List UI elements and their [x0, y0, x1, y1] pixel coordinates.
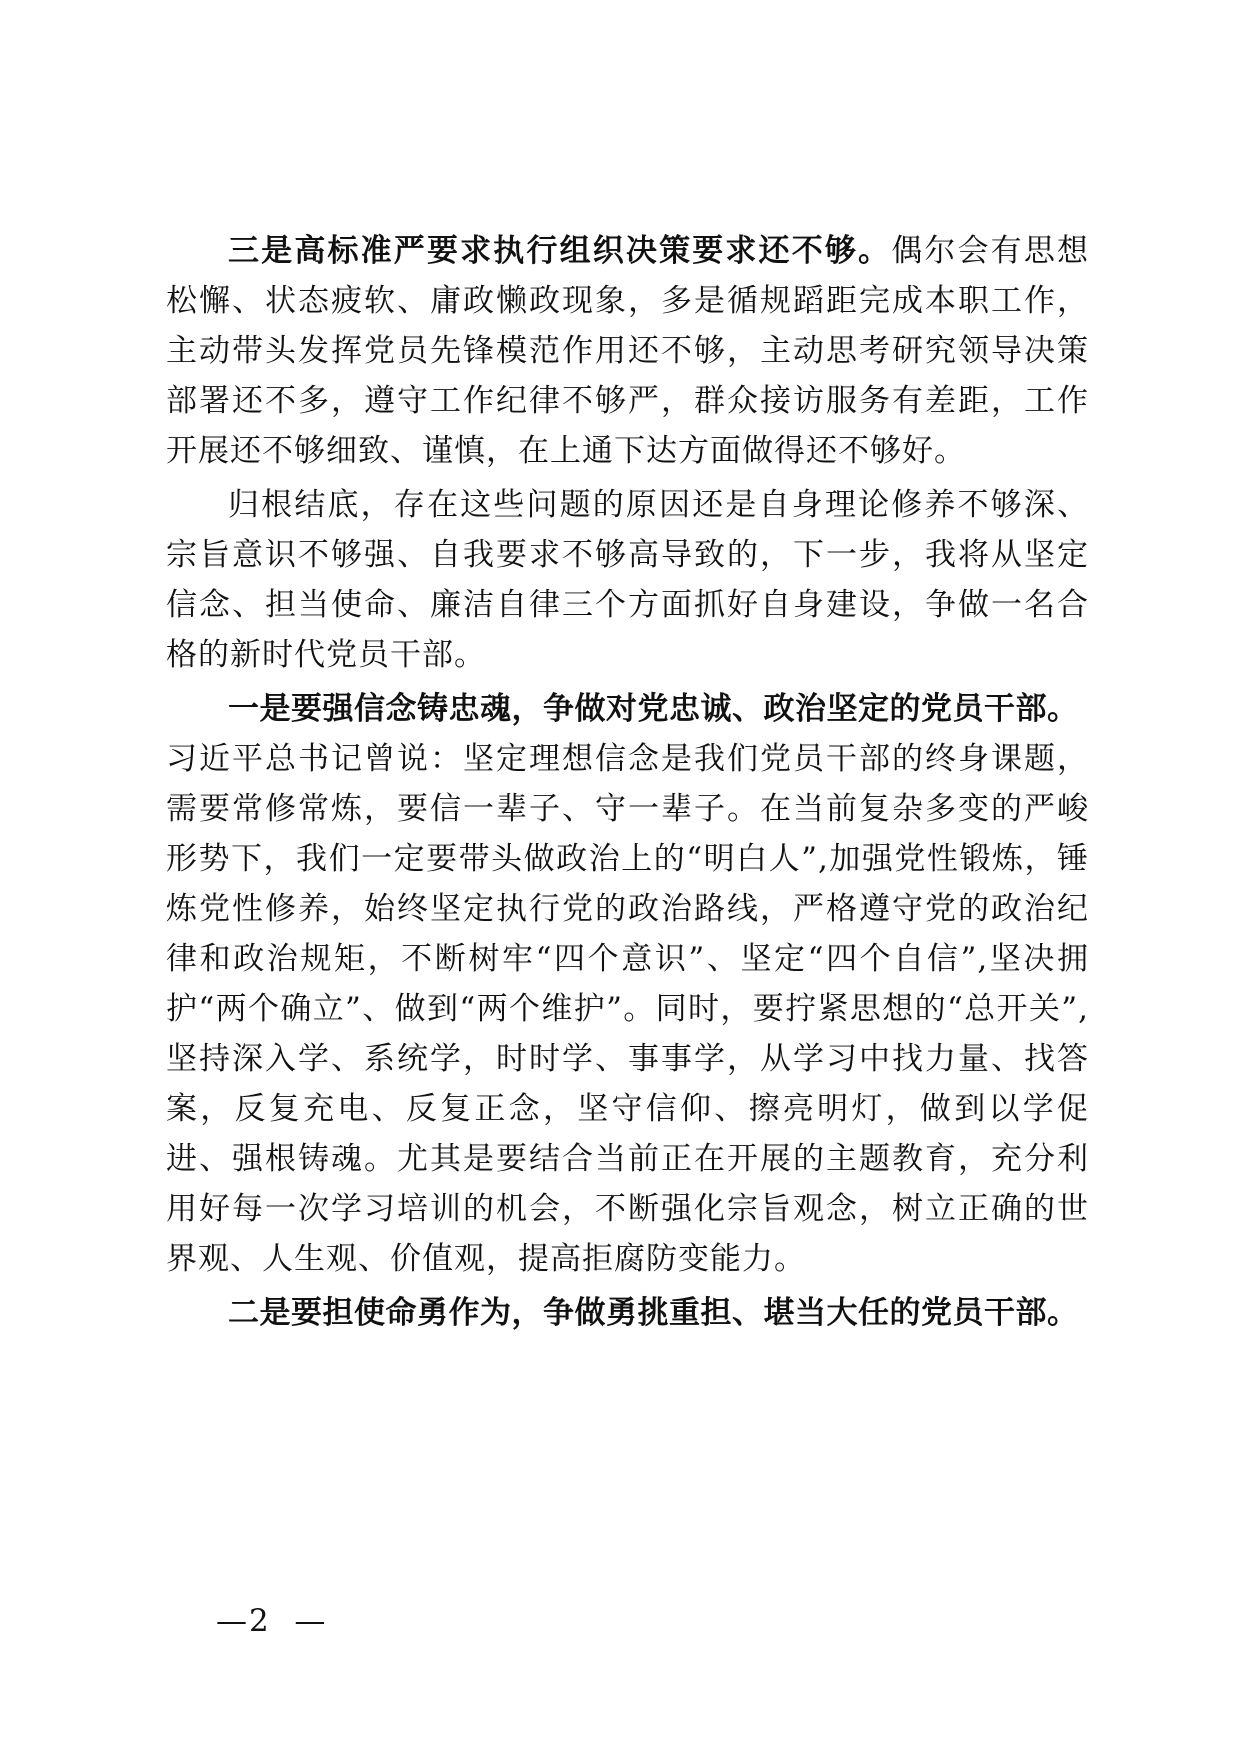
document-body [166, 226, 1089, 1338]
page-number: —2 — [216, 1603, 328, 1639]
paragraph-shortcomings-3 [166, 226, 1089, 476]
paragraph-root-cause [166, 480, 1089, 680]
paragraph-ideals [166, 734, 1089, 1284]
paragraph-body-text: 偶尔会有思想松懈、状态疲软、庸政懒政现象，多是循规蹈距完成本职工作，主动带头发挥党员先锋模范作用还不够，主动思考研究领导决策部署还不多，遵守工作纪律不够严，群众接访服务有差距，工作开展还不够细致、谨慎，在上通下达方面做得还不够好。 [166, 233, 1090, 469]
section-heading-2: 二是要担使命勇作为，争做勇挑重担、堪当大任的党员干部。 [228, 1295, 1079, 1331]
paragraph-body-text: 归根结底，存在这些问题的原因还是自身理论修养不够深、宗旨意识不够强、自我要求不够高导致的，下一步，我将从坚定信念、担当使命、廉洁自律三个方面抓好自身建设，争做一名合格的新时代党员干部。 [166, 487, 1089, 673]
section-heading-1: 一是要强信念铸忠魂，争做对党忠诚、政治坚定的党员干部。 [228, 691, 1079, 727]
paragraph-lead-bold: 三是高标准严要求执行组织决策要求还不够。 [228, 233, 892, 269]
paragraph-body-text: 习近平总书记曾说：坚定理想信念是我们党员干部的终身课题，需要常修常炼，要信一辈子、守一辈子。在当前复杂多变的严峻形势下，我们一定要带头做政治上的“明白人”,加强党性锻炼，锤炼党性修养，始终坚定执行党的政治路线，严格遵守党的政治纪律和政治规矩，不断树牢“四个意识”、坚定“四个自信”,坚决拥护“两个确立”、做到“两个维护”。同时，要拧紧思想的“总开关”,坚持深入学、系统学，时时学、事事学，从学习中找力量、找答案，反复充电、反复正念，坚守信仰、擦亮明灯，做到以学促进、强根铸魂。尤其是要结合当前正在开展的主题教育，充分利用好每一次学习培训的机会，不断强化宗旨观念，树立正确的世界观、人生观、价值观，提高拒腐防变能力。 [166, 741, 1089, 1277]
